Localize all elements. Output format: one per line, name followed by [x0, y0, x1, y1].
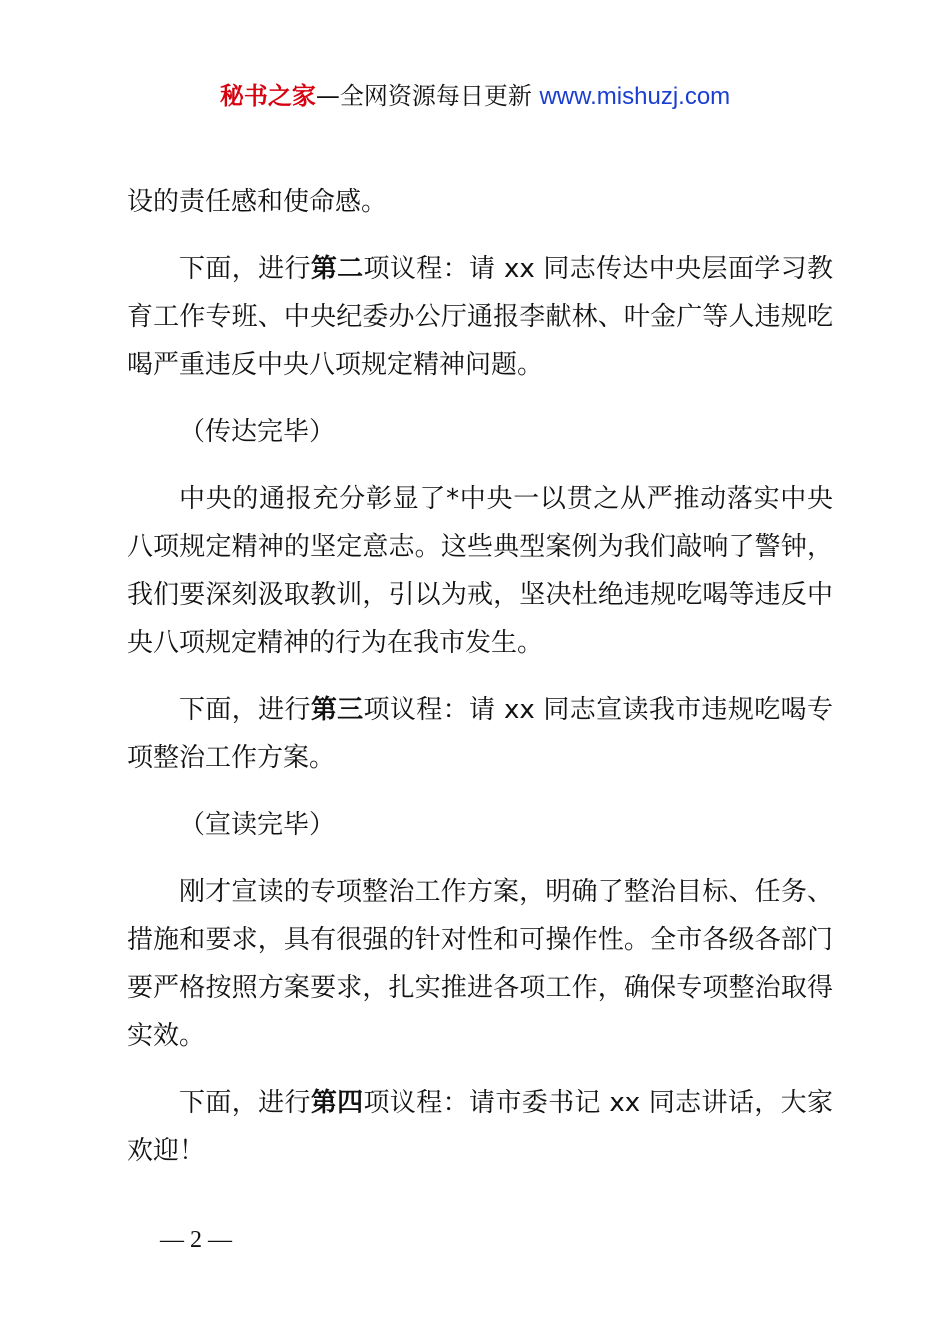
paragraph-agenda-item-3 — [127, 686, 833, 782]
agenda-prefix: 下面，进行 — [179, 254, 311, 284]
document-body — [127, 178, 833, 1194]
paragraph-note-relayed: （传达完毕） — [179, 417, 336, 447]
paragraph-note-read: （宣读完毕） — [179, 810, 336, 840]
agenda-number: 第四 — [310, 1088, 364, 1118]
header-url: www.mishuzj.com — [539, 83, 731, 110]
agenda-number: 第二 — [310, 254, 364, 284]
paragraph-continuation: 设的责任感和使命感。 — [127, 187, 388, 217]
agenda-text: 项议程：请市委书记 xx 同志讲话，大家欢迎！ — [127, 1088, 833, 1166]
brand-name: 秘书之家 — [219, 82, 316, 110]
agenda-text: 项议程：请 xx 同志传达中央层面学习教育工作专班、中央纪委办公厅通报李献林、叶金广等人违规吃喝严重违反中央八项规定精神问题。 — [127, 254, 833, 380]
paragraph-commentary-1: 中央的通报充分彰显了*中央一以贯之从严推动落实中央八项规定精神的坚定意志。这些典型案例为我们敲响了警钟，我们要深刻汲取教训，引以为戒，坚决杜绝违规吃喝等违反中央八项规定精神的行为在我市发生。 — [127, 484, 833, 658]
page-number: — 2 — — [160, 1227, 232, 1253]
paragraph-agenda-item-4 — [127, 1079, 833, 1175]
agenda-prefix: 下面，进行 — [179, 1088, 311, 1118]
watermark-header — [0, 78, 950, 115]
agenda-prefix: 下面，进行 — [179, 695, 311, 725]
agenda-text: 项议程：请 xx 同志宣读我市违规吃喝专项整治工作方案。 — [127, 695, 833, 773]
paragraph-agenda-item-2 — [127, 245, 833, 389]
header-tagline: —全网资源每日更新 — [315, 82, 540, 110]
agenda-number: 第三 — [310, 695, 364, 725]
paragraph-commentary-2: 刚才宣读的专项整治工作方案，明确了整治目标、任务、措施和要求，具有很强的针对性和可操作性。全市各级各部门要严格按照方案要求，扎实推进各项工作，确保专项整治取得实效。 — [127, 877, 833, 1051]
